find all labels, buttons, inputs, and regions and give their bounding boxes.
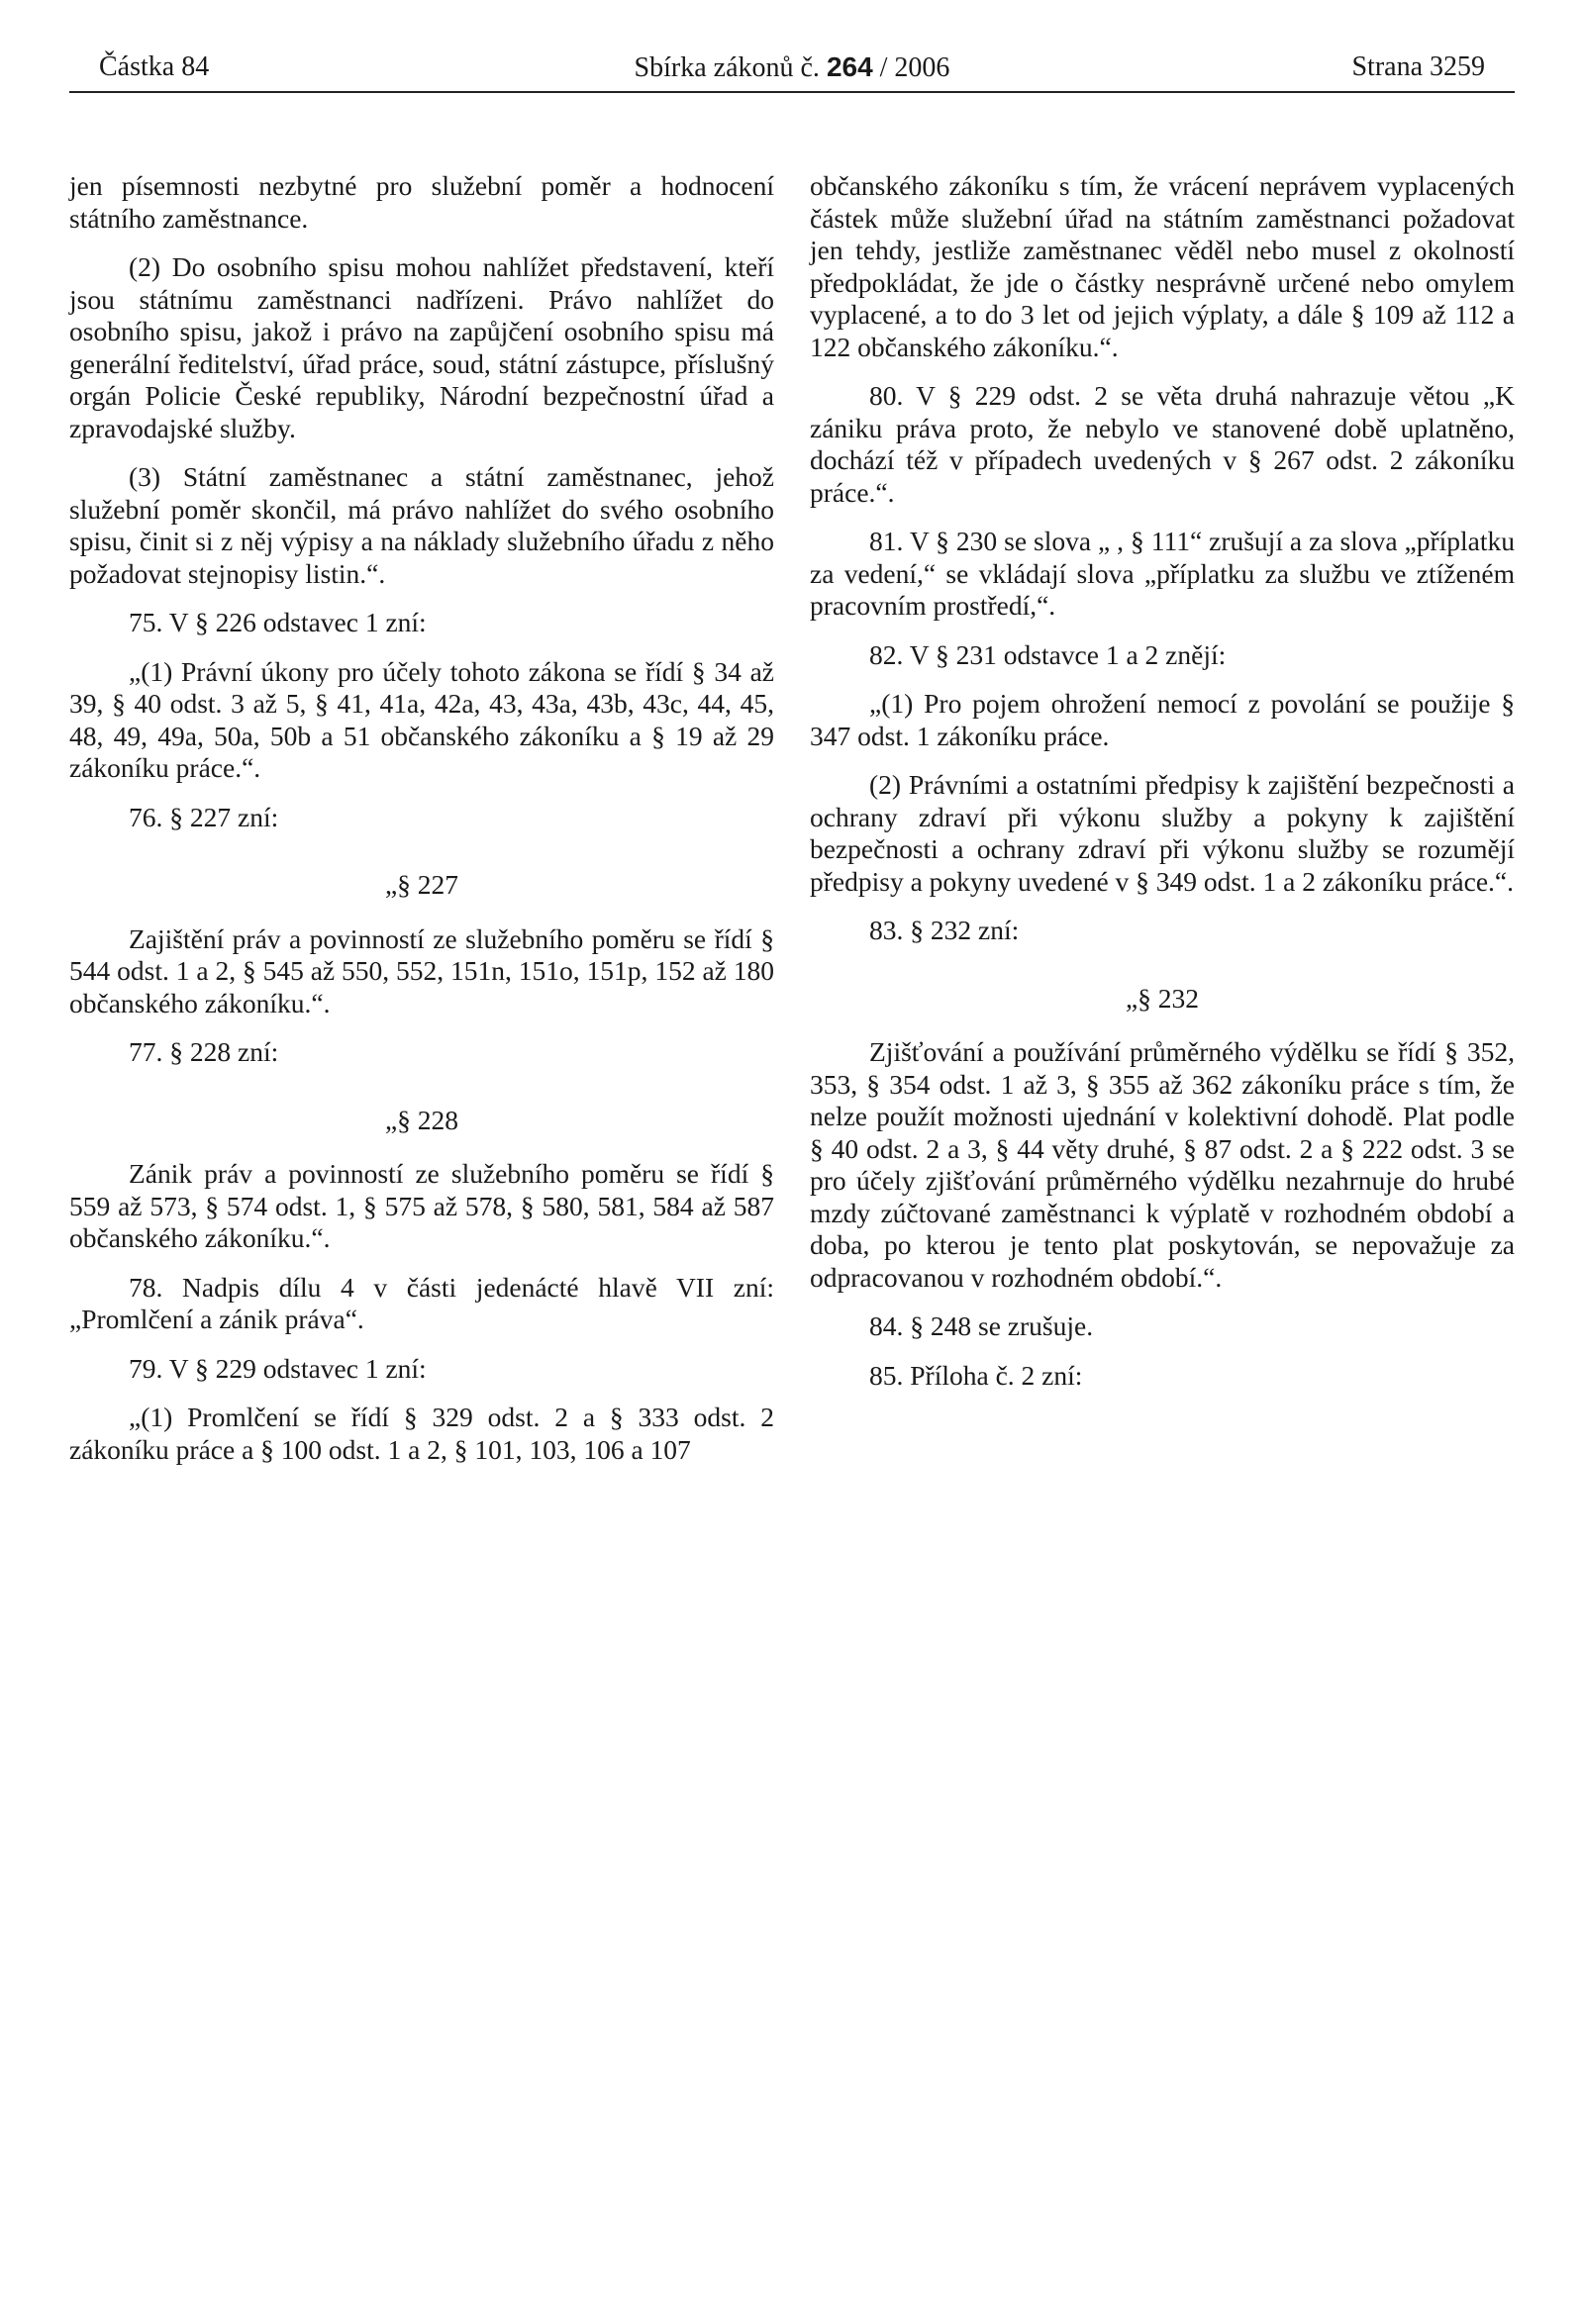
paragraph: (3) Státní zaměstnanec a státní zaměstnanec, jehož služební poměr skončil, má právo nahlížet do svého osobního spisu, činit si z něj výpisy a na náklady služebního úřadu z něho požadovat stejnopisy listin.“. [69, 461, 774, 589]
header-law-number: 264 [826, 51, 873, 82]
paragraph: jen písemnosti nezbytné pro služební poměr a hodnocení státního zaměstnance. [69, 170, 774, 234]
header-collection-title [69, 49, 1515, 86]
section-text: Zajištění práv a povinností ze služebního poměru se řídí § 544 odst. 1 a 2, § 545 až 550, 552, 151n, 151o, 151p, 152 až 180 občanského zákoníku.“. [69, 922, 774, 1018]
header-year: / 2006 [872, 52, 950, 83]
left-column [69, 170, 774, 1483]
quoted-provision: „(1) Pro pojem ohrožení nemocí z povolání se použije § 347 odst. 1 zákoníku práce. [810, 688, 1515, 751]
header-collection-prefix: Sbírka zákonů č. [634, 52, 827, 83]
running-header [69, 48, 1515, 93]
header-issue-part: Částka 84 [99, 51, 210, 82]
paragraph: (2) Do osobního spisu mohou nahlížet představení, kteří jsou státnímu zaměstnanci nadřízeni. Právo nahlížet do osobního spisu, jakož i právo na zapůjčení osobního spisu má generální ředitelství, úřad práce, soud, státní zástupce, příslušný orgán Policie České republiky, Národní bezpečnostní úřad a zpravodajské služby. [69, 251, 774, 443]
amendment-point: 79. V § 229 odstavec 1 zní: [129, 1352, 427, 1384]
amendment-point: 85. Příloha č. 2 zní: [869, 1359, 1083, 1391]
section-heading: „§ 227 [384, 869, 459, 900]
amendment-point: 78. Nadpis dílu 4 v části jedenácté hlavě VII zní: „Promlčení a zánik práva“. [69, 1271, 774, 1334]
section-heading: „§ 232 [1125, 982, 1200, 1014]
quoted-provision: „(1) Promlčení se řídí § 329 odst. 2 a § 333 odst. 2 zákoníku práce a § 100 odst. 1 a 2, § 101, 103, 106 a 107 [69, 1402, 774, 1465]
amendment-point: 77. § 228 zní: [129, 1036, 279, 1067]
amendment-point: 84. § 248 se zrušuje. [869, 1310, 1094, 1341]
right-column [810, 170, 1515, 1408]
quoted-provision: (2) Právními a ostatními předpisy k zajištění bezpečnosti a ochrany zdraví při výkonu služby a pokyny k zajištění bezpečnosti a ochrany zdraví při výkonu služby se rozumějí předpisy a pokyny uvedené v § 349 odst. 1 a 2 zákoníku práce.“. [810, 769, 1515, 897]
amendment-point: 76. § 227 zní: [129, 801, 279, 832]
amendment-point: 81. V § 230 se slova „ , § 111“ zrušují a za slova „příplatku za vedení,“ se vkládají slova „příplatku za službu ve ztíženém pracovním prostředí,“. [810, 526, 1515, 621]
section-text: Zánik práv a povinností ze služebního poměru se řídí § 559 až 573, § 574 odst. 1, § 575 až 578, § 580, 581, 584 až 587 občanského zákoníku.“. [69, 1158, 774, 1253]
quoted-provision: „(1) Právní úkony pro účely tohoto zákona se řídí § 34 až 39, § 40 odst. 3 až 5, § 41, 41a, 42a, 43, 43a, 43b, 43c, 44, 45, 48, 49, 49a, 50a, 50b a 51 občanského zákoníku a § 19 až 29 zákoníku práce.“. [69, 655, 774, 783]
amendment-point: 75. V § 226 odstavec 1 zní: [129, 607, 427, 637]
amendment-point: 80. V § 229 odst. 2 se věta druhá nahrazuje větou „K zániku práva proto, že nebylo ve stanovené době uplatněno, dochází též v případech uvedených v § 267 odst. 2 zákoníku práce.“. [810, 380, 1515, 508]
amendment-point: 82. V § 231 odstavce 1 a 2 znějí: [869, 638, 1227, 670]
section-text: Zjišťování a používání průměrného výdělku se řídí § 352, 353, § 354 odst. 1 až 3, § 355 až 362 zákoníku práce s tím, že nelze použít možnosti ujednání v kolektivní dohodě. Plat podle § 40 odst. 2 a 3, § 44 věty druhé, § 87 odst. 2 a § 222 odst. 3 se pro účely zjišťování průměrného výdělku nezahrnuje do hrubé mzdy zúčtované zaměstnanci k výplatě v rozhodném období a doba, po kterou je tento plat poskytován, se nepovažuje za odpracovanou v rozhodném období.“. [810, 1036, 1515, 1293]
paragraph: občanského zákoníku s tím, že vrácení neprávem vyplacených částek může služební úřad na státním zaměstnanci požadovat jen tehdy, jestliže zaměstnanec věděl nebo musel z okolností předpokládat, že jde o částky nesprávně určené nebo omylem vyplacené, a to do 3 let od jejich výplaty, a dále § 109 až 112 a 122 občanského zákoníku.“. [810, 170, 1515, 362]
amendment-point: 83. § 232 zní: [869, 915, 1020, 945]
header-page-number: Strana 3259 [1351, 51, 1485, 82]
section-heading: „§ 228 [384, 1104, 459, 1135]
